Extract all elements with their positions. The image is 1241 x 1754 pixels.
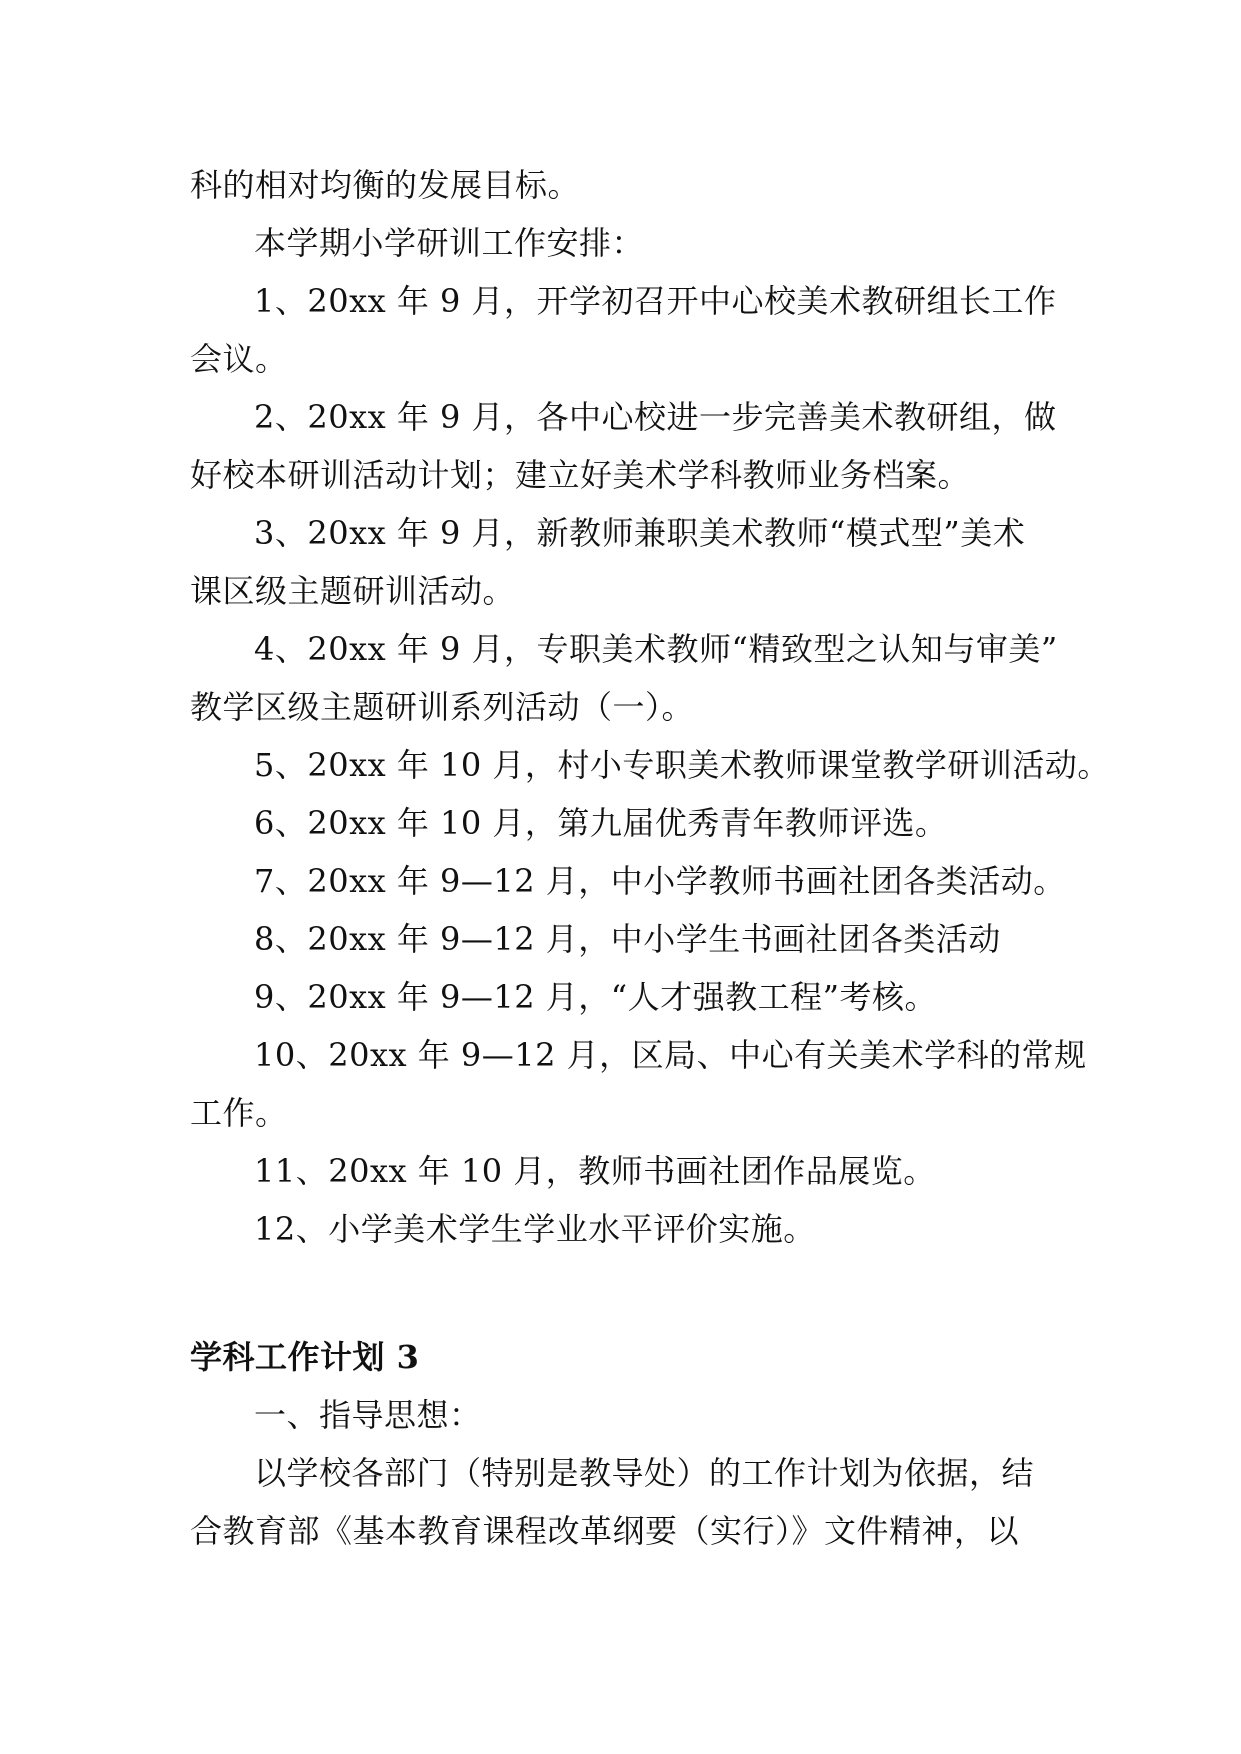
schedule-item-10: 10、20xx 年 9—12 月，区局、中心有关美术学科的常规 [254, 1036, 1087, 1074]
schedule-item-12: 12、小学美术学生学业水平评价实施。 [254, 1210, 816, 1248]
schedule-item-5: 5、20xx 年 10 月，村小专职美术教师课堂教学研训活动。 [254, 746, 1110, 784]
schedule-item-3-continuation: 课区级主题研训活动。 [190, 572, 516, 610]
schedule-item-2: 2、20xx 年 9 月，各中心校进一步完善美术教研组，做 [254, 398, 1057, 436]
schedule-item-11: 11、20xx 年 10 月，教师书画社团作品展览。 [254, 1152, 936, 1190]
schedule-item-1-continuation: 会议。 [190, 340, 288, 378]
schedule-item-9: 9、20xx 年 9—12 月，“人才强教工程”考核。 [254, 978, 937, 1016]
guiding-thought-line-2: 合教育部《基本教育课程改革纲要（实行）》文件精神，以 [190, 1512, 1020, 1550]
schedule-item-6: 6、20xx 年 10 月，第九届优秀青年教师评选。 [254, 804, 948, 842]
schedule-item-1: 1、20xx 年 9 月，开学初召开中心校美术教研组长工作 [254, 282, 1057, 320]
paragraph-line-continuation: 科的相对均衡的发展目标。 [190, 166, 581, 204]
section-title: 学科工作计划 3 [190, 1338, 420, 1376]
schedule-item-7: 7、20xx 年 9—12 月，中小学教师书画社团各类活动。 [254, 862, 1066, 900]
schedule-item-8: 8、20xx 年 9—12 月，中小学生书画社团各类活动 [254, 920, 1001, 958]
guiding-thought-heading: 一、指导思想： [254, 1396, 482, 1434]
schedule-item-10-continuation: 工作。 [190, 1094, 288, 1132]
schedule-item-4-continuation: 教学区级主题研训系列活动（一）。 [190, 688, 695, 726]
schedule-item-2-continuation: 好校本研训活动计划；建立好美术学科教师业务档案。 [190, 456, 971, 494]
schedule-item-4: 4、20xx 年 9 月，专职美术教师“精致型之认知与审美” [254, 630, 1058, 668]
paragraph-line-schedule-title: 本学期小学研训工作安排： [254, 224, 645, 262]
guiding-thought-line-1: 以学校各部门（特别是教导处）的工作计划为依据，结 [254, 1454, 1035, 1492]
schedule-item-3: 3、20xx 年 9 月，新教师兼职美术教师“模式型”美术 [254, 514, 1026, 552]
